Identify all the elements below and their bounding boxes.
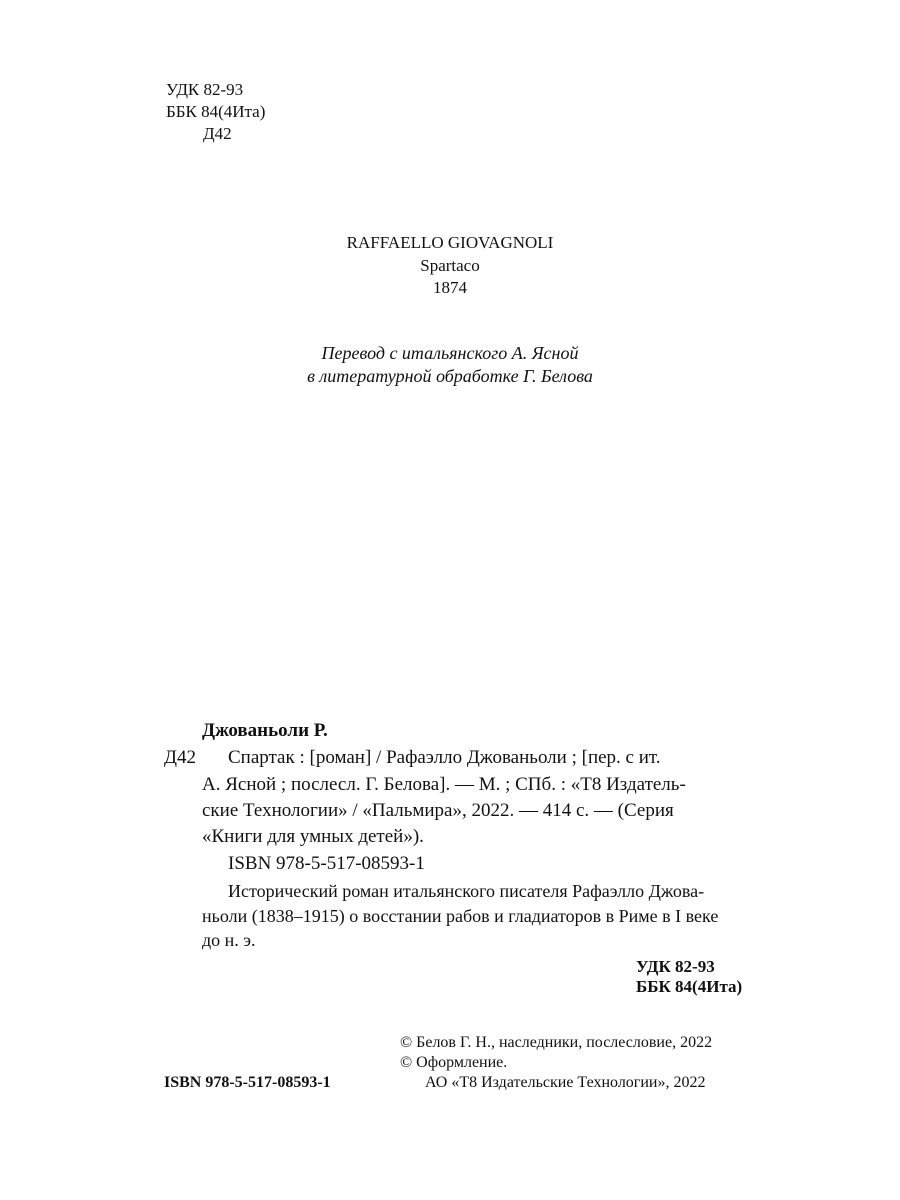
footer-isbn: ISBN 978-5-517-08593-1 [164, 1074, 331, 1091]
catalog-udk: УДК 82-93 [636, 957, 715, 976]
catalog-desc-line: А. Ясной ; послесл. Г. Белова]. — М. ; СПб. : «Т8 Издатель- [202, 774, 686, 795]
catalog-bbk: ББК 84(4Ита) [636, 977, 743, 996]
catalog-heading: Джованьоли Р. [202, 720, 328, 741]
original-year: 1874 [433, 278, 467, 297]
udk-code: УДК 82-93 [166, 80, 244, 99]
original-title: Spartaco [420, 256, 480, 275]
bbk-code: ББК 84(4Ита) [166, 102, 266, 121]
original-author: RAFFAELLO GIOVAGNOLI [346, 233, 554, 252]
catalog-desc-line: ские Технологии» / «Пальмира», 2022. — 414 с. — (Серия [202, 800, 674, 821]
annotation-line: ньоли (1838–1915) о восстании рабов и гладиаторов в Риме в I веке [202, 906, 719, 926]
translation-credit-1: Перевод с итальянского А. Ясной [321, 343, 579, 363]
translation-credit-2: в литературной обработке Г. Белова [307, 366, 593, 386]
copyright-line: © Оформление. [400, 1054, 508, 1071]
annotation-line: до н. э. [202, 930, 256, 950]
copyright-line: © Белов Г. Н., наследники, послесловие, 2022 [400, 1034, 713, 1051]
catalog-code: Д42 [164, 747, 196, 768]
copyright-line: АО «Т8 Издательские Технологии», 2022 [425, 1074, 706, 1091]
catalog-desc-line: Спартак : [роман] / Рафаэлло Джованьоли ; [пер. с ит. [228, 747, 661, 768]
catalog-desc-line: «Книги для умных детей»). [202, 826, 424, 847]
annotation-line: Исторический роман итальянского писателя Рафаэлло Джова- [228, 881, 705, 901]
author-mark: Д42 [203, 124, 232, 143]
catalog-isbn: ISBN 978-5-517-08593-1 [228, 853, 425, 874]
